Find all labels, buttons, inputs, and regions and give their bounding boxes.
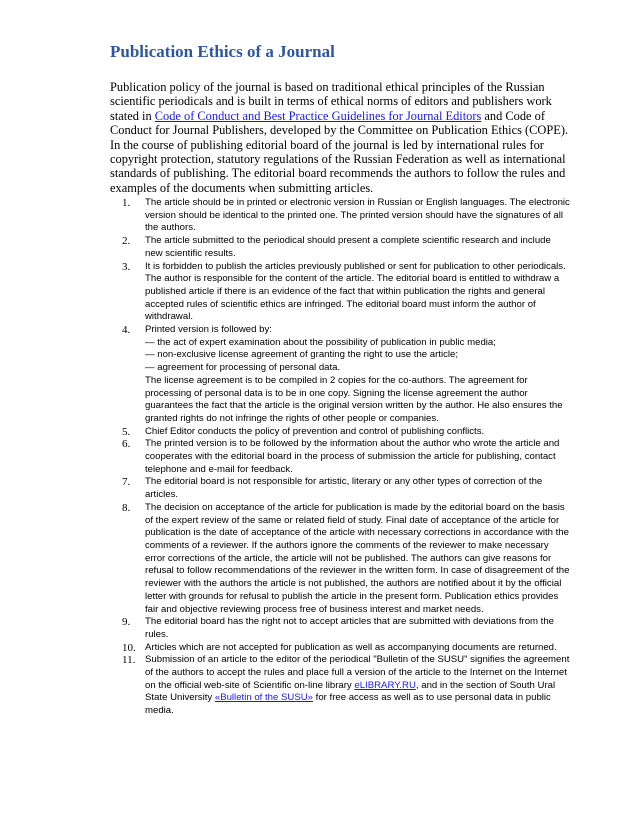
bulletin-susu-link[interactable]: «Bulletin of the SUSU» <box>214 692 313 704</box>
list-item <box>0 616 570 641</box>
intro-text-after-link: and Code of Conduct for Journal Publishers, developed by the Committee on Publication Ethics (COPE). In the course of publishing editorial board of the journal is led by international rules for copyright protection, statutory regulations of the Russian Federation as well as international standards of publishing. The editorial board recommends the authors to follow the rules and examples of the documents when submitting articles. <box>110 108 569 195</box>
list-item <box>0 261 570 325</box>
list-subitem: The license agreement is to be compiled in 2 copies for the co-authors. The agreement for processing of personal data is to be in one copy. Signing the license agreement the author guarantees the fact that the article is the original version written by the author. He also ensures the granted rights do not infringe the rights of other people or companies. <box>145 374 563 424</box>
list-item-text: Articles which are not accepted for publication as well as accompanying documents are returned. <box>145 641 557 653</box>
list-item-number: 3. <box>122 260 131 273</box>
list-item-number: 1. <box>122 197 131 209</box>
list-item-number: 10. <box>122 641 136 654</box>
list-item <box>0 654 570 718</box>
list-item-text: for free access as well as to use personal data in public media. <box>145 692 551 717</box>
list-item-text: Submission of an article to the editor of the periodical "Bulletin of the SUSU" signifies the agreement of the authors to accept the rules and place full a version of the article to the Internet on the Internet on the official web-site of Scientific on-line library <box>145 654 570 691</box>
list-item-text: Chief Editor conducts the policy of prevention and control of publishing conflicts. <box>145 425 485 437</box>
list-item <box>0 426 570 439</box>
list-item-text: It is forbidden to publish the articles previously published or sent for publication to other periodicals. The author is responsible for the content of the article. The editorial board is entitled to withdraw a published article if there is an evidence of the fact that within publication the rights and general accepted rules of scientific ethics are infringed. The editorial board must inform the author of withdrawal. <box>145 260 566 323</box>
list-item-text: Printed version is followed by: <box>145 324 272 336</box>
list-item-text: The editorial board is not responsible for artistic, literary or any other types of correction of the articles. <box>145 476 543 501</box>
list-item-number: 8. <box>122 501 131 514</box>
list-item-number: 6. <box>122 438 131 451</box>
list-item <box>0 642 570 655</box>
elibrary-link[interactable]: eLIBRARY.RU <box>354 679 416 691</box>
list-subitem: — agreement for processing of personal data. <box>145 362 341 374</box>
list-item <box>0 438 570 476</box>
list-item <box>0 476 570 501</box>
list-item-text: The article should be in printed or electronic version in Russian or English languages. The electronic version should be identical to the printed one. The printed version should have the signatures of all the authors. <box>145 197 570 234</box>
list-item-number: 9. <box>122 616 131 629</box>
list-item-number: 4. <box>122 324 131 337</box>
intro-paragraph <box>110 80 570 195</box>
cope-guidelines-link[interactable]: Code of Conduct and Best Practice Guidelines for Journal Editors <box>154 108 482 123</box>
list-item-text: The article submitted to the periodical should present a complete scientific research and include new scientific results. <box>145 235 551 259</box>
list-item-text: The editorial board has the right not to accept articles that are submitted with deviations from the rules. <box>145 616 555 640</box>
list-item <box>0 502 570 616</box>
list-item-number: 2. <box>122 235 131 248</box>
list-subitem: — non-exclusive license agreement of granting the right to use the article; <box>145 349 459 361</box>
list-item-text: , and in the section of South Ural State University <box>145 679 556 704</box>
list-item-text: The printed version is to be followed by the information about the author who wrote the article and cooperates with the editorial board in the process of submission the article for publishing, contact telephone and e-mail for feedback. <box>145 438 560 475</box>
list-item <box>0 197 570 235</box>
list-item-number: 7. <box>122 476 131 489</box>
list-item <box>0 235 570 260</box>
page-title: Publication Ethics of a Journal <box>110 42 335 61</box>
list-item <box>0 324 570 426</box>
list-subitem: — the act of expert examination about the possibility of publication in public media; <box>145 336 496 348</box>
list-item-number: 11. <box>122 654 136 667</box>
rules-list <box>0 197 634 718</box>
intro-text-before-link: Publication policy of the journal is based on traditional ethical principles of the Russian scientific periodicals and is built in terms of ethical norms of editors and publishers work stated in <box>110 80 552 123</box>
list-item-text: The decision on acceptance of the article for publication is made by the editorial board on the basis of the expert review of the same or related field of study. Final date of acceptance of the article for publication is the date of acceptance of the article with necessary corrections in accordance with the comments of a reviewer. If the authors ignore the comments of the reviewer to make necessary error corrections of the article, the article will not be published. The authors can give reasons for refusal to follow recommendations of the reviewer in the written form. In case of disagreement of the reviewer with the authors the article is not published, the authors are notified about it by the official letter with grounds for refusal to publish the article in the present form. Publication ethics provides fair and objective reviewing process free of business interest and market needs. <box>145 501 570 615</box>
list-item-number: 5. <box>122 425 131 438</box>
